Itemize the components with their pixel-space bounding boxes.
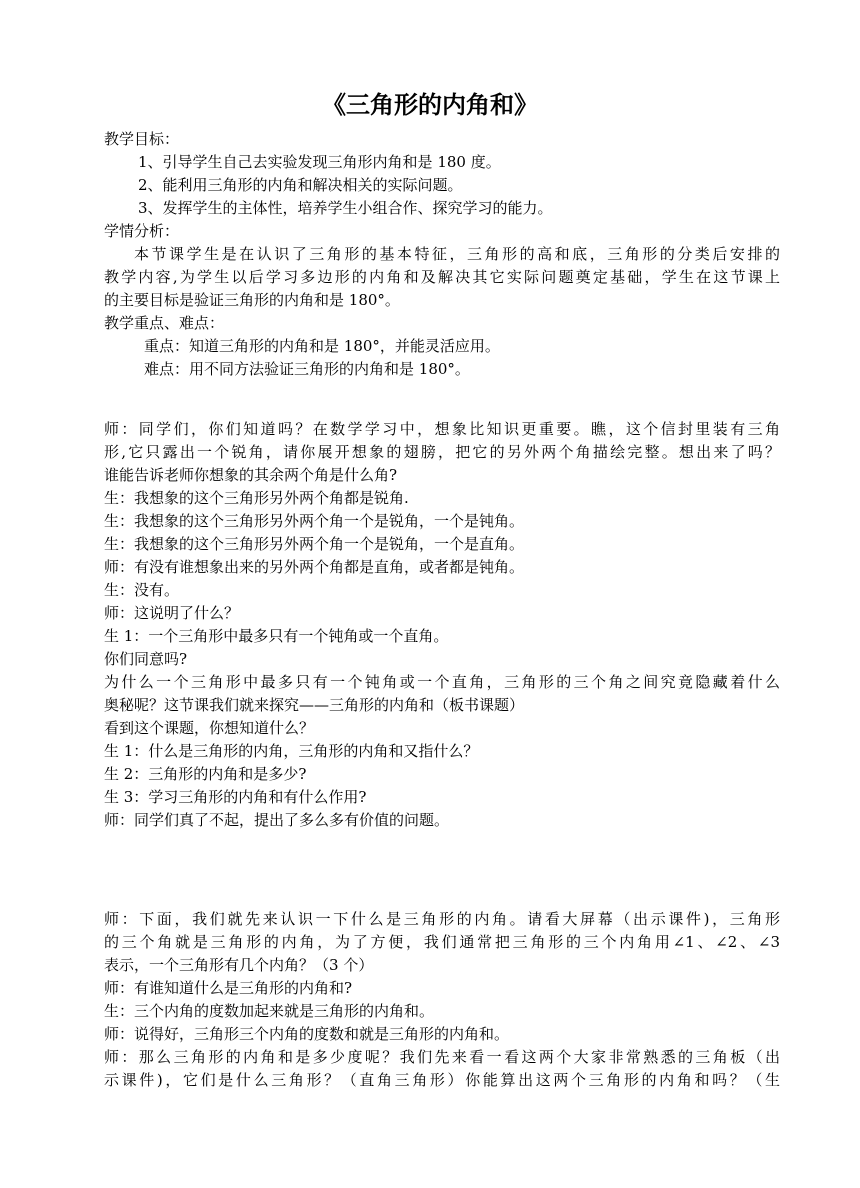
- dialogue-line: 生 1：一个三角形中最多只有一个钝角或一个直角。: [104, 627, 449, 645]
- objective-item: 1、引导学生自己去实验发现三角形内角和是 180 度。: [138, 153, 501, 171]
- section-heading-1: [104, 385, 780, 411]
- paragraph-line: 奥秘呢？这节课我们就来探究——三角形的内角和（板书课题）: [104, 696, 525, 714]
- paragraph-line: 形,它只露出一个锐角，请你展开想象的翅膀，把它的另外两个角描绘完整。想出来了吗？: [104, 443, 780, 461]
- objective-item: 2、能利用三角形的内角和解决相关的实际问题。: [138, 176, 463, 194]
- dialogue-line: 师：这说明了什么？: [104, 604, 240, 622]
- dialogue-line: 生：三个内角的度数加起来就是三角形的内角和。: [104, 1002, 435, 1020]
- dialogue-line: 师：说得好，三角形三个内角的度数和就是三角形的内角和。: [104, 1025, 510, 1043]
- section-heading-2: [104, 836, 780, 862]
- paragraph-line: 的三个角就是三角形的内角，为了方便，我们通常把三角形的三个内角用∠1、∠2、∠3: [104, 933, 780, 951]
- section-label-analysis: 学情分析：: [104, 222, 180, 240]
- paragraph-line: 师：同学们，你们知道吗？在数学学习中，想象比知识更重要。瞧，这个信封里装有三角: [104, 420, 780, 438]
- dialogue-line: 生：没有。: [104, 581, 180, 599]
- dialogue-line: 师：有没有谁想象出来的另外两个角都是直角，或者都是钝角。: [104, 558, 525, 576]
- paragraph-line: 师：下面，我们就先来认识一下什么是三角形的内角。请看大屏幕（出示课件)，三角形: [104, 910, 780, 928]
- dialogue-line: 你们同意吗?: [104, 650, 188, 668]
- paragraph-line: 本节课学生是在认识了三角形的基本特征，三角形的高和底，三角形的分类后安排的: [134, 245, 780, 263]
- dialogue-line: 生：我想象的这个三角形另外两个角都是锐角.: [104, 489, 409, 507]
- key-point-item: 重点：知道三角形的内角和是 180°，并能灵活应用。: [144, 337, 500, 355]
- dialogue-line: 生：我想象的这个三角形另外两个角一个是锐角，一个是钝角。: [104, 512, 525, 530]
- paragraph-line: 的主要目标是验证三角形的内角和是 180°。: [104, 291, 400, 309]
- document-body: [104, 128, 780, 1092]
- section-label-objectives: 教学目标：: [104, 130, 180, 148]
- paragraph-line: 教学内容,为学生以后学习多边形的内角和及解决其它实际问题奠定基础，学生在这节课上: [104, 268, 780, 286]
- paragraph-line: 谁能告诉老师你想象的其余两个角是什么角?: [104, 466, 398, 484]
- dialogue-line: 生 3：学习三角形的内角和有什么作用?: [104, 788, 367, 806]
- paragraph-line: 为什么一个三角形中最多只有一个钝角或一个直角，三角形的三个角之间究竟隐藏着什么: [104, 673, 780, 691]
- dialogue-line: 生 2：三角形的内角和是多少?: [104, 765, 307, 783]
- dialogue-line: 生 1：什么是三角形的内角，三角形的内角和又指什么？: [104, 742, 479, 760]
- document-title: 《三角形的内角和》: [322, 90, 538, 119]
- subsection-heading: [104, 873, 780, 899]
- paragraph-line: 表示，一个三角形有几个内角？（3 个）: [104, 956, 374, 974]
- difficulty-item: 难点：用不同方法验证三角形的内角和是 180°。: [144, 360, 470, 378]
- paragraph-line: 示课件)，它们是什么三角形？（直角三角形）你能算出这两个三角形的内角和吗？（生: [104, 1071, 780, 1089]
- dialogue-line: 生：我想象的这个三角形另外两个角一个是锐角，一个是直角。: [104, 535, 525, 553]
- dialogue-line: 师：有谁知道什么是三角形的内角和?: [104, 979, 353, 997]
- dialogue-line: 师：同学们真了不起，提出了多么多有价值的问题。: [104, 811, 450, 829]
- objective-item: 3、发挥学生的主体性，培养学生小组合作、探究学习的能力。: [138, 199, 553, 217]
- paragraph-line: 师：那么三角形的内角和是多少度呢？我们先来看一看这两个大家非常熟悉的三角板（出: [104, 1048, 780, 1066]
- dialogue-line: 看到这个课题，你想知道什么？: [104, 719, 315, 737]
- section-label-key-points: 教学重点、难点：: [104, 314, 225, 332]
